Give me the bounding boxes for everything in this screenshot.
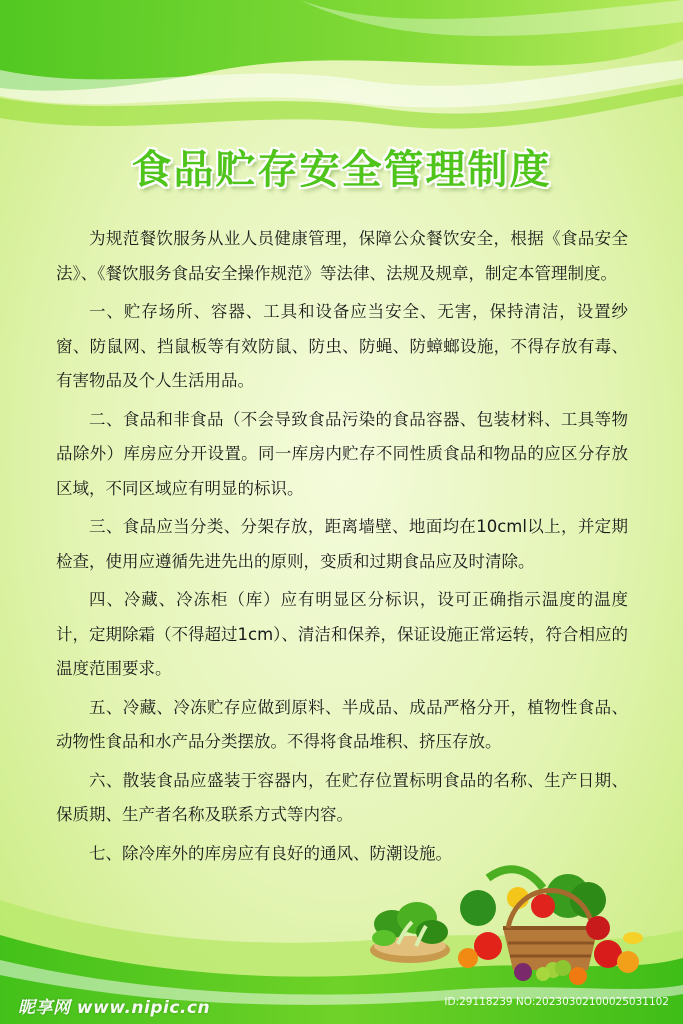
site-watermark: 昵享网 www.nipic.cn <box>18 998 211 1018</box>
image-id-label: ID:29118239 NO:20230302100025031102 <box>444 996 669 1008</box>
fruit-basket-image <box>448 858 648 988</box>
intro-paragraph: 为规范餐饮服务从业人员健康管理，保障公众餐饮安全，根据《食品安全法》、《餐饮服务食品安全操作规范》等法律、法规及规章，制定本管理制度。 <box>56 229 628 283</box>
rule-paragraph-1: 一、贮存场所、容器、工具和设备应当安全、无害，保持清洁，设置纱窗、防鼠网、挡鼠板等有效防鼠、防虫、防蝇、防蟑螂设施，不得存放有毒、有害物品及个人生活用品。 <box>56 302 628 390</box>
page-title: 食品贮存安全管理制度 <box>131 147 552 193</box>
regulation-text <box>56 222 628 875</box>
rule-paragraph-2: 二、食品和非食品（不会导致食品污染的食品容器、包装材料、工具等物品除外）库房应分开设置。同一库房内贮存不同性质食品和物品的应区分存放区域，不同区域应有明显的标识。 <box>56 409 628 498</box>
rule-paragraph-6: 六、散装食品应盛装于容器内，在贮存位置标明食品的名称、生产日期、保质期、生产者名称及联系方式等内容。 <box>56 770 628 824</box>
rule-paragraph-4: 四、冷藏、冷冻柜（库）应有明显区分标识，设可正确指示温度的温度计，定期除霜（不得超过1cm）、清洁和保养，保证设施正常运转，符合相应的温度范围要求。 <box>56 590 628 678</box>
rule-paragraph-5: 五、冷藏、冷冻贮存应做到原料、半成品、成品严格分开，植物性食品、动物性食品和水产品分类摆放。不得将食品堆积、挤压存放。 <box>56 697 628 751</box>
rule-paragraph-7: 七、除冷库外的库房应有良好的通风、防潮设施。 <box>89 843 452 863</box>
rule-paragraph-3: 三、食品应当分类、分架存放，距离墙壁、地面均在10cml以上，并定期检查，使用应遵循先进先出的原则，变质和过期食品应及时清除。 <box>56 517 628 571</box>
leafy-greens-image <box>362 888 458 968</box>
